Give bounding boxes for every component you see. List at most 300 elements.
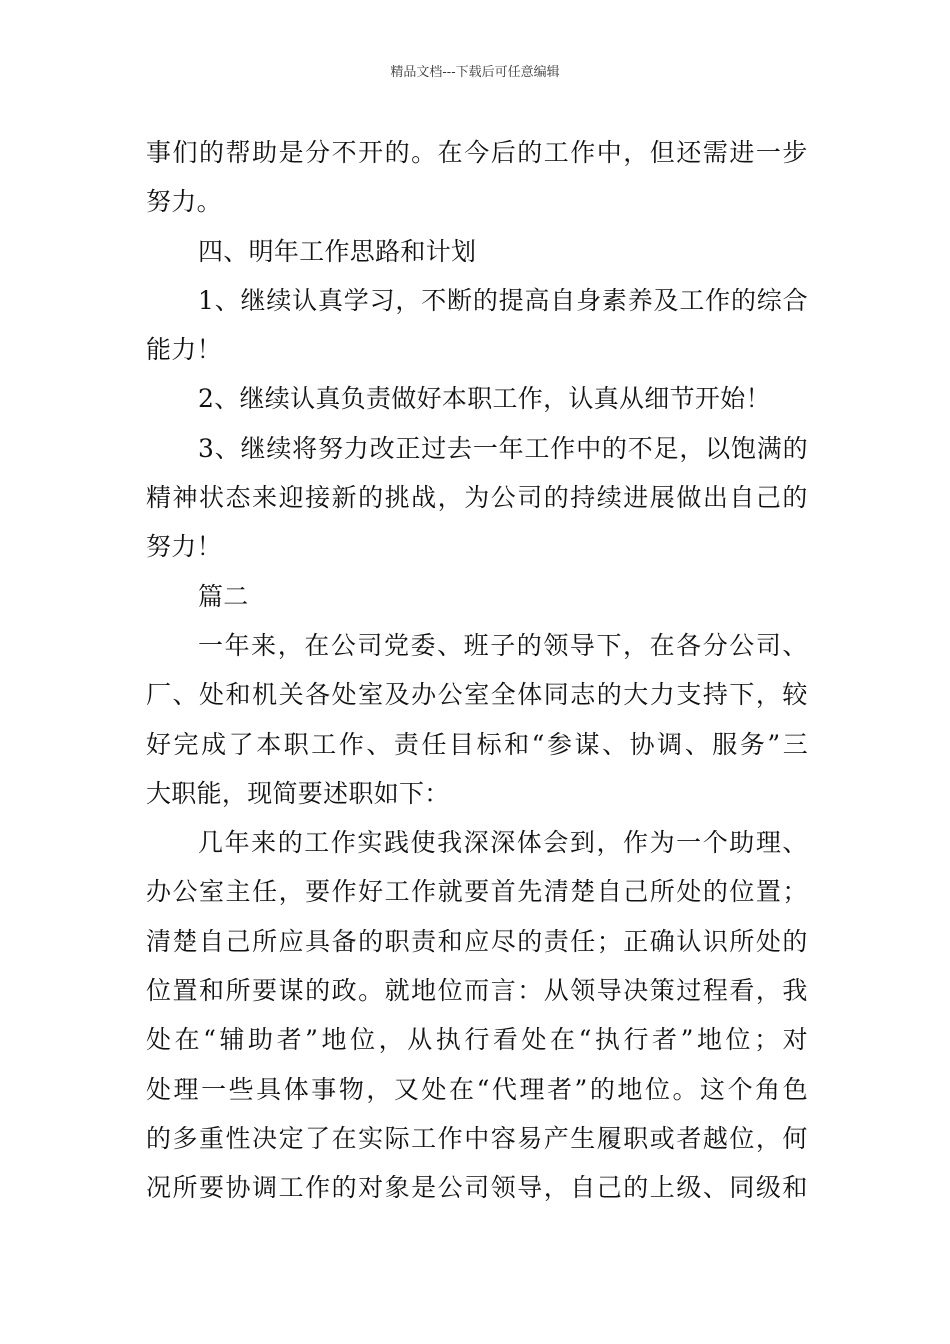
text-char: 的 [472, 285, 499, 315]
text-char: 支 [676, 680, 702, 710]
text-char: 子 [490, 630, 516, 660]
text-char: ， [623, 630, 649, 660]
text-char: 备 [331, 926, 357, 956]
text-char: 际 [384, 1123, 410, 1153]
text-char: 色 [782, 1074, 808, 1104]
text-char: 调 [252, 1173, 278, 1203]
text-char: 继 [240, 433, 266, 463]
text-char: 决 [623, 976, 649, 1006]
text-char: 司 [464, 1173, 490, 1203]
text-char: 几 [198, 828, 224, 858]
text-char: 楚 [172, 926, 198, 956]
text-char: 续 [266, 285, 292, 315]
text-char: 位 [146, 976, 172, 1006]
text-char: 好 [358, 877, 384, 907]
text-char: 持 [702, 680, 729, 710]
text-char: 公 [437, 1173, 463, 1203]
text-char: 就 [384, 976, 410, 1006]
text-char: 重 [199, 1123, 225, 1153]
text-char: 决 [252, 1123, 278, 1153]
text-char: 了 [228, 729, 254, 759]
text-char: ； [596, 926, 623, 956]
text-char: 深 [463, 828, 489, 858]
text-char: 中 [596, 138, 623, 167]
text-char: 状 [199, 483, 225, 513]
text-char: 程 [702, 976, 729, 1006]
text-char: 级 [755, 1173, 782, 1203]
text-char: 饱 [730, 433, 757, 463]
text-char: 任 [570, 926, 596, 956]
text-char: 同 [543, 680, 570, 710]
text-char: 处 [676, 877, 702, 907]
text-line: 努力！ [146, 532, 222, 562]
text-char: 过 [421, 433, 447, 463]
text-char: 去 [447, 433, 473, 463]
text-line: 大职能，现简要述职如下： [146, 778, 450, 808]
text-char: 工 [543, 138, 570, 167]
text-char: 的 [517, 138, 543, 167]
text-char: 个 [727, 1074, 753, 1104]
text-char: 身 [576, 285, 602, 315]
text-char: 改 [369, 433, 395, 463]
text-char: 行 [623, 1025, 649, 1055]
text-char: ， [378, 1025, 404, 1055]
text-char: 。 [358, 976, 384, 1006]
text-char: 具 [256, 1074, 282, 1104]
text-char: 。 [411, 138, 437, 167]
text-char: 体 [517, 680, 543, 710]
text-char: 的 [730, 285, 757, 315]
text-char: 为 [464, 483, 490, 513]
text-char: “ [578, 1025, 592, 1055]
text-char: 是 [278, 138, 304, 167]
text-char: “ [476, 1074, 490, 1104]
text-char: 首 [490, 877, 517, 907]
text-char: 要 [464, 877, 490, 907]
text-char: 公 [729, 630, 755, 660]
text-char: 或 [649, 1123, 676, 1153]
text-char: 。 [672, 1074, 698, 1104]
text-char: ， [543, 1173, 570, 1203]
text-char: 还 [676, 138, 702, 167]
text-char: 今 [464, 138, 490, 167]
text-char: 及 [384, 680, 410, 710]
text-char: 和 [504, 729, 530, 759]
text-char: 断 [447, 285, 473, 315]
text-char: 我 [437, 828, 463, 858]
text-char: 的 [358, 926, 384, 956]
text-char: 谋 [574, 729, 600, 759]
text-char: 践 [383, 828, 410, 858]
text-char: ： [517, 976, 543, 1006]
text-char: 己 [623, 877, 649, 907]
text-char: 责 [411, 926, 437, 956]
text-char: 任 [252, 877, 278, 907]
text-char: 办 [411, 680, 437, 710]
text-char: 谋 [278, 976, 304, 1006]
text-char: 来 [252, 483, 278, 513]
text-char: 地 [696, 1025, 723, 1055]
text-char: 物 [338, 1074, 365, 1104]
text-char: 工 [311, 729, 337, 759]
text-char: 的 [702, 877, 729, 907]
text-char: 的 [543, 483, 570, 513]
text-char: 就 [437, 877, 463, 907]
text-char: 者 [676, 1123, 702, 1153]
text-char: 室 [464, 680, 490, 710]
text-char: 是 [411, 1173, 437, 1203]
text-char: 履 [596, 1123, 623, 1153]
text-char: 、 [602, 729, 628, 759]
text-char: 精 [146, 483, 172, 513]
text-char: 在 [304, 630, 330, 660]
text-char: 各 [305, 680, 331, 710]
text-char: 一 [472, 433, 499, 463]
text-char: 、 [437, 630, 463, 660]
text-char: 执 [435, 1025, 462, 1055]
text-char: 到 [569, 828, 596, 858]
text-char: 产 [543, 1123, 570, 1153]
text-line [146, 276, 808, 325]
text-char: 导 [517, 1173, 543, 1203]
text-char: 满 [756, 433, 783, 463]
text-char: ， [755, 976, 782, 1006]
text-char: 清 [543, 877, 570, 907]
text-char: 办 [146, 877, 172, 907]
text-char: 分 [305, 138, 331, 167]
text-char: 一 [755, 138, 782, 167]
text-char: 一 [676, 828, 702, 858]
text-char: 的 [358, 483, 384, 513]
text-char: 的 [305, 976, 331, 1006]
text-char: 持 [570, 483, 596, 513]
text-char: 神 [172, 483, 198, 513]
text-char: 、 [366, 729, 392, 759]
text-char: 作 [570, 138, 596, 167]
text-char: 职 [384, 926, 410, 956]
text-char: 位 [725, 1025, 751, 1055]
text-char: 、 [214, 285, 241, 315]
text-char: 司 [517, 483, 543, 513]
text-char: 接 [305, 483, 331, 513]
text-line [146, 1114, 808, 1163]
text-char: ， [679, 433, 705, 463]
text-char: 下 [596, 630, 622, 660]
text-char: 认 [292, 285, 318, 315]
text-char: 续 [596, 483, 623, 513]
text-char: 确 [649, 926, 676, 956]
text-char: 生 [570, 1123, 596, 1153]
text-char: 参 [546, 729, 573, 759]
text-line: 四、明年工作思路和计划 [198, 236, 477, 266]
text-char: 努 [317, 433, 344, 463]
text-char: 委 [410, 630, 436, 660]
text-char: 迎 [278, 483, 304, 513]
text-char: 及 [653, 285, 679, 315]
text-char: ” [767, 729, 781, 759]
text-char: 责 [393, 729, 420, 759]
text-char: 要 [305, 877, 331, 907]
text-char: 识 [702, 926, 729, 956]
text-char: 厂 [146, 680, 172, 710]
text-char: 好 [146, 729, 172, 759]
text-line [146, 818, 808, 867]
text-char: 公 [330, 630, 357, 660]
text-char: 看 [729, 976, 755, 1006]
text-char: 要 [252, 976, 278, 1006]
text-char: 的 [146, 1123, 172, 1153]
text-char: 多 [172, 1123, 198, 1153]
text-char: 个 [702, 828, 728, 858]
text-char: 上 [649, 1173, 676, 1203]
text-char: 地 [321, 1025, 347, 1055]
text-char: 高 [524, 285, 550, 315]
text-char: 合 [782, 285, 808, 315]
text-char: 言 [490, 976, 517, 1006]
text-char: 又 [393, 1074, 420, 1104]
text-char: 者 [276, 1025, 302, 1055]
text-char: 事 [146, 138, 172, 167]
text-char: 了 [305, 1123, 331, 1153]
text-char: 容 [490, 1123, 517, 1153]
text-char: 对 [358, 1173, 384, 1203]
text-line [146, 1163, 808, 1212]
text-char: 战 [411, 483, 437, 513]
text-char: 养 [627, 285, 654, 315]
text-char: 作 [437, 1123, 463, 1153]
text-char: 清 [146, 926, 172, 956]
text-char: 足 [653, 433, 679, 463]
text-char: 机 [252, 680, 278, 710]
text-char: 所 [649, 877, 676, 907]
text-char: 公 [437, 680, 463, 710]
text-char: 置 [755, 877, 782, 907]
text-char: 实 [358, 1123, 384, 1153]
text-line [146, 1065, 808, 1114]
text-char: 工 [524, 433, 550, 463]
text-char: 导 [596, 976, 623, 1006]
text-char: 公 [172, 877, 198, 907]
text-char: 执 [594, 1025, 621, 1055]
text-char: 的 [384, 138, 410, 167]
text-char: 在 [331, 1123, 357, 1153]
text-char: 地 [411, 976, 437, 1006]
text-char: 从 [407, 1025, 433, 1055]
text-char: 导 [569, 630, 596, 660]
text-char: 出 [702, 483, 729, 513]
text-char: 、 [214, 433, 241, 463]
text-char: ” [680, 1025, 694, 1055]
text-char: 处 [199, 680, 225, 710]
text-char: ， [437, 483, 463, 513]
text-char: 己 [225, 926, 251, 956]
text-char: 深 [490, 828, 516, 858]
text-char: 本 [256, 729, 282, 759]
text-line [146, 867, 808, 916]
text-char: 体 [283, 1074, 310, 1104]
text-char: 继 [240, 285, 266, 315]
text-char: 的 [199, 138, 225, 167]
text-char: “ [531, 729, 545, 759]
text-char: 职 [623, 1123, 649, 1153]
text-char: 所 [729, 926, 755, 956]
text-char: 行 [464, 1025, 490, 1055]
text-char: 策 [649, 976, 676, 1006]
text-char: 习 [369, 285, 395, 315]
text-char: 象 [384, 1173, 410, 1203]
text-char: 们 [172, 138, 198, 167]
text-char: 为 [649, 828, 675, 858]
text-char: 司 [755, 630, 782, 660]
text-char: 实 [357, 828, 383, 858]
text-char: 步 [782, 138, 808, 167]
text-char: 理 [755, 828, 782, 858]
text-char: 对 [782, 1025, 808, 1055]
text-char: 综 [756, 285, 783, 315]
text-char: 工 [304, 828, 330, 858]
text-line: 篇二 [198, 581, 249, 611]
text-char: 体 [516, 828, 543, 858]
text-char: 志 [570, 680, 596, 710]
text-char: ， [596, 828, 622, 858]
text-char: 应 [278, 926, 304, 956]
text-char: 成 [201, 729, 227, 759]
text-char: 处 [421, 1074, 447, 1104]
text-char: 位 [644, 1074, 671, 1104]
text-char: 三 [782, 729, 808, 759]
text-char: 责 [543, 926, 570, 956]
text-char: 位 [350, 1025, 376, 1055]
text-char: ” [574, 1074, 588, 1104]
text-char: 作 [330, 828, 357, 858]
text-char: 的 [782, 483, 808, 513]
text-char: 中 [464, 1123, 490, 1153]
text-char: 主 [225, 877, 251, 907]
text-line [146, 720, 808, 769]
text-char: 一 [198, 630, 224, 660]
text-char: 以 [705, 433, 731, 463]
text-char: 在 [437, 138, 463, 167]
text-char: 置 [172, 976, 198, 1006]
text-char: 工 [278, 1173, 304, 1203]
text-line [146, 473, 808, 522]
text-char: 级 [676, 1173, 702, 1203]
text-char: 自 [199, 926, 225, 956]
text-char: 、 [702, 1173, 729, 1203]
text-char: 领 [543, 630, 569, 660]
text-char: 尽 [490, 926, 517, 956]
text-char: 这 [700, 1074, 726, 1104]
text-char: 续 [266, 433, 292, 463]
text-char: 协 [225, 1173, 251, 1203]
text-char: 新 [331, 483, 357, 513]
text-char: 完 [173, 729, 199, 759]
text-char: 后 [490, 138, 517, 167]
text-char: 在 [174, 1025, 200, 1055]
text-char: 但 [649, 138, 676, 167]
text-char: 过 [676, 976, 702, 1006]
text-char: 务 [739, 729, 766, 759]
text-char: 代 [491, 1074, 518, 1104]
text-char: 挑 [384, 483, 410, 513]
text-char: 力 [343, 433, 370, 463]
text-char: 助 [248, 1025, 274, 1055]
text-char: 标 [476, 729, 502, 759]
text-char: 处 [521, 1025, 547, 1055]
text-char: 工 [411, 1123, 437, 1153]
text-char: 处 [146, 1074, 172, 1104]
text-char: 所 [172, 1173, 198, 1203]
text-char: 和 [782, 1173, 808, 1203]
text-char: 、 [782, 630, 808, 660]
text-char: 易 [517, 1123, 543, 1153]
text-char: 1 [198, 285, 215, 315]
text-char: 处 [755, 926, 782, 956]
text-char: 使 [410, 828, 436, 858]
text-char: ， [278, 877, 304, 907]
text-char: 己 [755, 483, 782, 513]
text-char: 理 [519, 1074, 545, 1104]
text-char: ， [623, 138, 649, 167]
text-char: 的 [623, 1173, 649, 1203]
text-line [146, 128, 808, 177]
text-char: 正 [395, 433, 421, 463]
text-char: 位 [437, 976, 463, 1006]
text-char: 者 [652, 1025, 678, 1055]
text-char: 政 [331, 976, 357, 1006]
text-char: 何 [782, 1123, 808, 1153]
text-char: 的 [516, 630, 543, 660]
text-char: 作 [705, 285, 731, 315]
text-char: 具 [305, 926, 331, 956]
text-char: 在 [649, 630, 675, 660]
text-char: 不 [421, 285, 447, 315]
text-char: 、 [684, 729, 711, 759]
text-char: 服 [712, 729, 738, 759]
text-char: 较 [782, 680, 808, 710]
text-char: ， [277, 630, 303, 660]
text-char: 力 [649, 680, 676, 710]
text-char: 在 [550, 1025, 576, 1055]
text-char: 会 [543, 828, 569, 858]
text-char: 调 [657, 729, 683, 759]
text-char: 目 [449, 729, 475, 759]
text-char: 一 [201, 1074, 227, 1104]
text-char: 年 [224, 630, 250, 660]
text-line: 努力。 [146, 187, 222, 217]
text-line [146, 424, 808, 473]
text-char: 作 [411, 877, 437, 907]
text-char: 协 [629, 729, 655, 759]
text-char: ， [755, 680, 782, 710]
text-char: 角 [755, 1074, 781, 1104]
text-char: 司 [357, 630, 383, 660]
text-char: 做 [676, 483, 702, 513]
text-char: 从 [543, 976, 570, 1006]
text-char: 需 [702, 138, 729, 167]
text-char: 况 [146, 1173, 172, 1203]
text-char: ， [366, 1074, 392, 1104]
text-char: 正 [623, 926, 649, 956]
document-body [146, 128, 808, 1213]
text-char: 先 [517, 877, 543, 907]
text-char: ， [395, 285, 421, 315]
text-char: 下 [729, 680, 755, 710]
text-char: 所 [225, 976, 251, 1006]
text-char: 的 [517, 926, 543, 956]
text-line [146, 1015, 808, 1064]
text-char: 室 [199, 877, 225, 907]
